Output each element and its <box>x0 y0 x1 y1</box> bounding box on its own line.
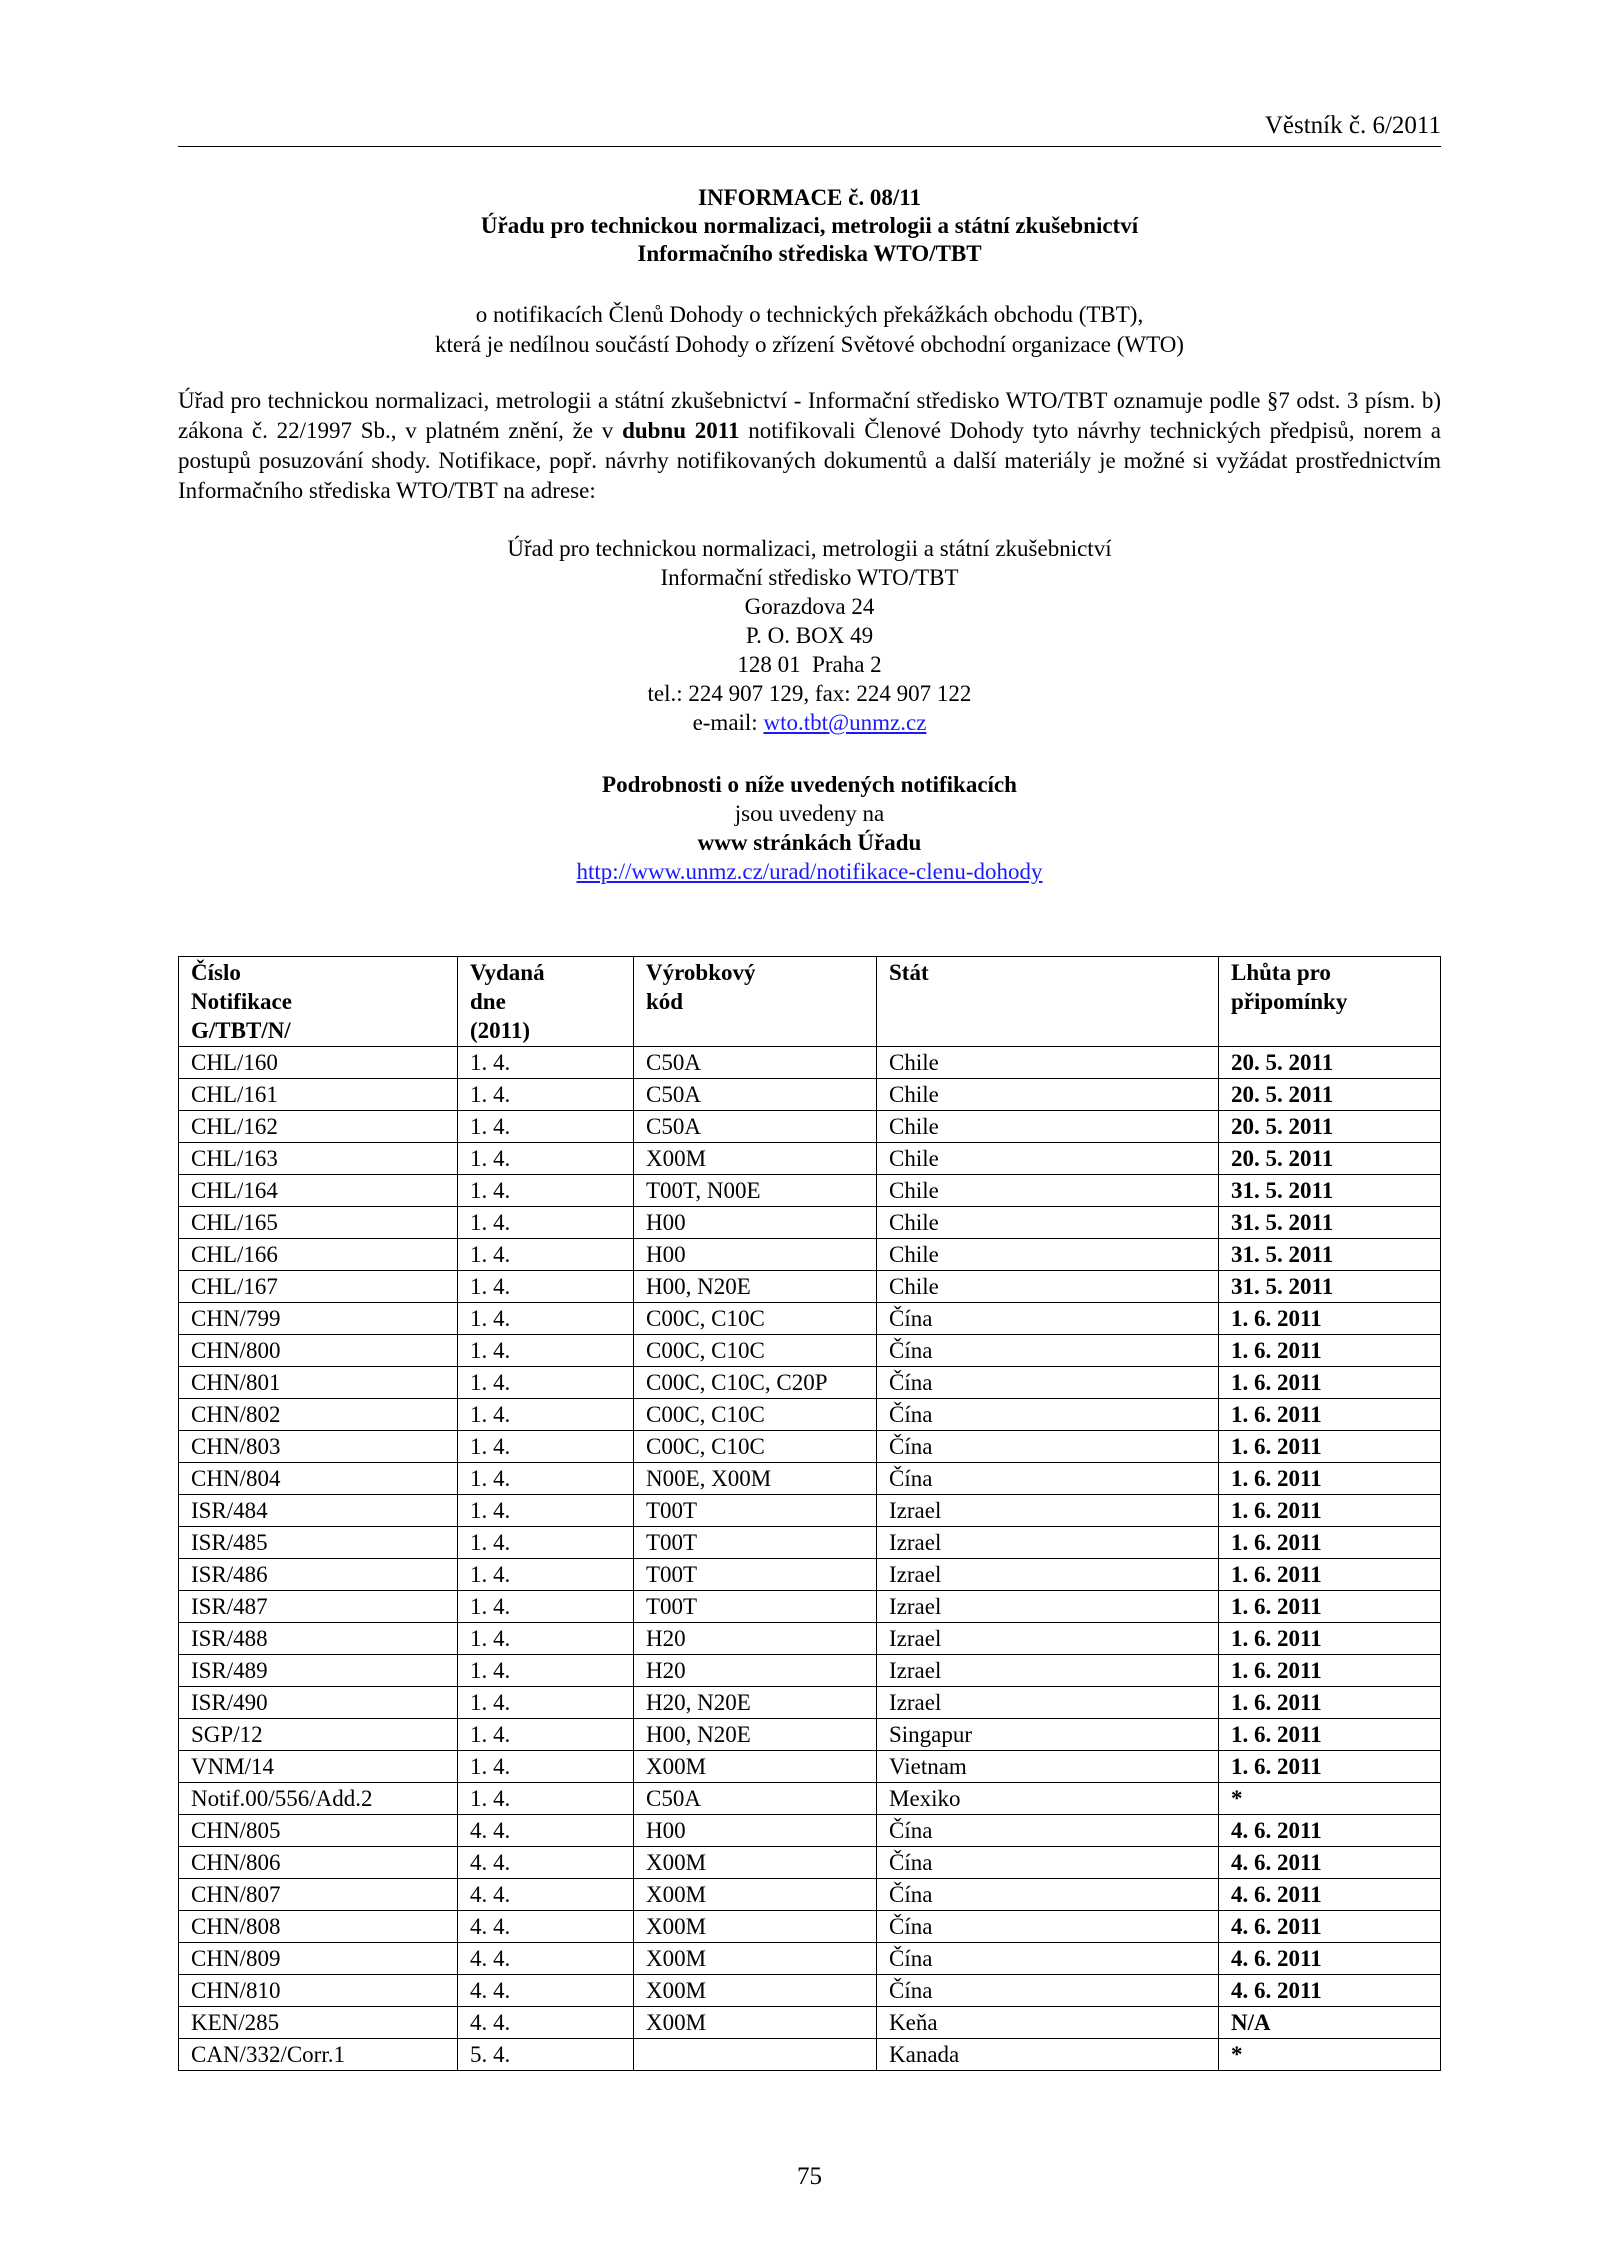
notification-number-cell: CHN/807 <box>179 1879 458 1911</box>
table-row <box>179 1207 1441 1239</box>
table-body <box>179 1047 1441 2071</box>
address-block <box>178 534 1441 737</box>
product-code-cell: H00 <box>634 1239 877 1271</box>
notification-number-header <box>179 957 458 1047</box>
country-header <box>877 957 1219 1047</box>
deadline-cell: 31. 5. 2011 <box>1219 1271 1441 1303</box>
deadline-cell: 1. 6. 2011 <box>1219 1655 1441 1687</box>
issue-date-cell: 1. 4. <box>458 1239 634 1271</box>
issue-date-cell: 4. 4. <box>458 1847 634 1879</box>
body-paragraph <box>178 386 1441 506</box>
issue-date-cell: 1. 4. <box>458 1271 634 1303</box>
table-row <box>179 1687 1441 1719</box>
header-line: Číslo <box>191 960 241 985</box>
intro-line: která je nedílnou součástí Dohody o zřízení Světové obchodní organizace (WTO) <box>435 332 1184 357</box>
product-code-cell: X00M <box>634 1975 877 2007</box>
table-row <box>179 1719 1441 1751</box>
issue-date-cell: 1. 4. <box>458 1111 634 1143</box>
table-row <box>179 1143 1441 1175</box>
table-row <box>179 1943 1441 1975</box>
issue-date-cell: 1. 4. <box>458 1463 634 1495</box>
table-row <box>179 1655 1441 1687</box>
email-label: e-mail: <box>692 710 764 735</box>
deadline-cell: 20. 5. 2011 <box>1219 1079 1441 1111</box>
header-line: dne <box>470 989 506 1014</box>
notification-number-cell: CHN/805 <box>179 1815 458 1847</box>
issue-date-cell: 1. 4. <box>458 1495 634 1527</box>
table-row <box>179 1367 1441 1399</box>
product-code-cell: X00M <box>634 1143 877 1175</box>
notification-number-cell: CHN/804 <box>179 1463 458 1495</box>
product-code-cell: H00 <box>634 1207 877 1239</box>
notification-number-cell: CHN/803 <box>179 1431 458 1463</box>
table-row <box>179 1559 1441 1591</box>
address-line: Úřad pro technickou normalizaci, metrologii a státní zkušebnictví <box>507 536 1112 561</box>
product-code-cell: T00T <box>634 1591 877 1623</box>
notification-number-cell: CHL/160 <box>179 1047 458 1079</box>
country-cell: Chile <box>877 1175 1219 1207</box>
product-code-cell: X00M <box>634 1751 877 1783</box>
product-code-cell: X00M <box>634 1943 877 1975</box>
country-cell: Chile <box>877 1271 1219 1303</box>
notification-number-cell: CHL/166 <box>179 1239 458 1271</box>
table-row <box>179 1783 1441 1815</box>
table-row <box>179 1847 1441 1879</box>
issue-date-cell: 1. 4. <box>458 1175 634 1207</box>
deadline-cell: 20. 5. 2011 <box>1219 1143 1441 1175</box>
product-code-cell: C00C, C10C, C20P <box>634 1367 877 1399</box>
title-block <box>178 184 1441 268</box>
notification-number-cell: CHN/802 <box>179 1399 458 1431</box>
product-code-cell: X00M <box>634 1911 877 1943</box>
deadline-cell: 1. 6. 2011 <box>1219 1591 1441 1623</box>
address-line: P. O. BOX 49 <box>745 623 874 648</box>
table-row <box>179 1623 1441 1655</box>
notification-number-cell: CHL/162 <box>179 1111 458 1143</box>
intro-line: o notifikacích Členů Dohody o technických překážkách obchodu (TBT), <box>475 302 1144 327</box>
issue-date-cell: 1. 4. <box>458 1751 634 1783</box>
country-cell: Chile <box>877 1207 1219 1239</box>
product-code-cell: T00T <box>634 1527 877 1559</box>
notification-number-cell: CHL/167 <box>179 1271 458 1303</box>
table-header <box>179 957 1441 1047</box>
issue-date-cell: 1. 4. <box>458 1591 634 1623</box>
notification-number-cell: CHN/800 <box>179 1335 458 1367</box>
document-title: INFORMACE č. 08/11 <box>698 185 921 210</box>
notification-number-cell: ISR/486 <box>179 1559 458 1591</box>
notification-number-cell: CHL/163 <box>179 1143 458 1175</box>
product-code-cell: C50A <box>634 1047 877 1079</box>
details-url-link[interactable]: http://www.unmz.cz/urad/notifikace-clenu-dohody <box>576 859 1043 884</box>
notification-number-cell: CHN/808 <box>179 1911 458 1943</box>
issue-date-cell: 4. 4. <box>458 2007 634 2039</box>
table-row <box>179 1175 1441 1207</box>
issue-date-cell: 1. 4. <box>458 1079 634 1111</box>
deadline-cell: * <box>1219 2039 1441 2071</box>
issuer-unit: Informačního střediska WTO/TBT <box>637 241 982 266</box>
deadline-cell: 1. 6. 2011 <box>1219 1623 1441 1655</box>
bulletin-issue: Věstník č. 6/2011 <box>1264 112 1441 139</box>
country-cell: Čína <box>877 1367 1219 1399</box>
deadline-cell: 31. 5. 2011 <box>1219 1175 1441 1207</box>
table-row <box>179 1111 1441 1143</box>
country-cell: Singapur <box>877 1719 1219 1751</box>
product-code-cell: C00C, C10C <box>634 1431 877 1463</box>
country-cell: Čína <box>877 1975 1219 2007</box>
product-code-cell: C50A <box>634 1079 877 1111</box>
header-line: Lhůta pro <box>1231 960 1331 985</box>
header-line: Stát <box>889 960 929 985</box>
notification-number-cell: ISR/484 <box>179 1495 458 1527</box>
country-cell: Čína <box>877 1911 1219 1943</box>
country-cell: Izrael <box>877 1655 1219 1687</box>
country-cell: Vietnam <box>877 1751 1219 1783</box>
country-cell: Izrael <box>877 1591 1219 1623</box>
country-cell: Izrael <box>877 1687 1219 1719</box>
product-code-cell: C00C, C10C <box>634 1335 877 1367</box>
notification-number-cell: CHN/806 <box>179 1847 458 1879</box>
product-code-cell: N00E, X00M <box>634 1463 877 1495</box>
details-heading: Podrobnosti o níže uvedených notifikacích <box>602 772 1017 797</box>
issue-date-cell: 4. 4. <box>458 1879 634 1911</box>
table-row <box>179 1975 1441 2007</box>
deadline-cell: 1. 6. 2011 <box>1219 1367 1441 1399</box>
issue-date-cell: 1. 4. <box>458 1687 634 1719</box>
deadline-cell: 4. 6. 2011 <box>1219 1815 1441 1847</box>
notification-number-cell: CHN/801 <box>179 1367 458 1399</box>
product-code-cell: T00T <box>634 1559 877 1591</box>
table-row <box>179 1911 1441 1943</box>
table-row <box>179 1815 1441 1847</box>
deadline-cell: 1. 6. 2011 <box>1219 1335 1441 1367</box>
country-cell: Chile <box>877 1079 1219 1111</box>
table-row <box>179 1399 1441 1431</box>
country-cell: Čína <box>877 1463 1219 1495</box>
country-cell: Chile <box>877 1143 1219 1175</box>
issue-date-cell: 5. 4. <box>458 2039 634 2071</box>
deadline-cell: 4. 6. 2011 <box>1219 1943 1441 1975</box>
issue-date-cell: 1. 4. <box>458 1399 634 1431</box>
deadline-cell: 20. 5. 2011 <box>1219 1047 1441 1079</box>
country-cell: Chile <box>877 1111 1219 1143</box>
notification-number-cell: CAN/332/Corr.1 <box>179 2039 458 2071</box>
issue-date-cell: 1. 4. <box>458 1655 634 1687</box>
table-row <box>179 1751 1441 1783</box>
notification-number-cell: ISR/488 <box>179 1623 458 1655</box>
email-line <box>178 708 1441 737</box>
country-cell: Izrael <box>877 1527 1219 1559</box>
product-code-cell: H20, N20E <box>634 1687 877 1719</box>
notification-number-cell: CHL/164 <box>179 1175 458 1207</box>
notification-number-cell: ISR/485 <box>179 1527 458 1559</box>
deadline-cell: 31. 5. 2011 <box>1219 1239 1441 1271</box>
notification-number-cell: ISR/490 <box>179 1687 458 1719</box>
issue-date-cell: 1. 4. <box>458 1207 634 1239</box>
country-cell: Chile <box>877 1239 1219 1271</box>
product-code-cell: H00, N20E <box>634 1271 877 1303</box>
issue-date-header <box>458 957 634 1047</box>
issue-date-cell: 4. 4. <box>458 1943 634 1975</box>
issue-date-cell: 4. 4. <box>458 1911 634 1943</box>
table-row <box>179 1079 1441 1111</box>
table-row <box>179 1431 1441 1463</box>
paragraph-text: notifikovali Členové Dohody tyto návrhy technických předpisů, norem a postupů posuzování shody. Notifikace, popř. návrhy notifikovaných dokumentů a další materiály je možné si vyžádat prostřednictvím Informačního střediska WTO/TBT na adrese: <box>178 418 1441 503</box>
table-row <box>179 1463 1441 1495</box>
details-line: jsou uvedeny na <box>734 801 885 826</box>
issue-date-cell: 4. 4. <box>458 1975 634 2007</box>
issue-date-cell: 1. 4. <box>458 1143 634 1175</box>
product-code-cell: X00M <box>634 1879 877 1911</box>
product-code-cell: H00 <box>634 1815 877 1847</box>
product-code-cell <box>634 2039 877 2071</box>
issue-date-cell: 1. 4. <box>458 1431 634 1463</box>
issue-date-cell: 1. 4. <box>458 1623 634 1655</box>
country-cell: Čína <box>877 1847 1219 1879</box>
deadline-cell: 4. 6. 2011 <box>1219 1911 1441 1943</box>
table-row <box>179 1271 1441 1303</box>
deadline-cell: 1. 6. 2011 <box>1219 1431 1441 1463</box>
details-heading: www stránkách Úřadu <box>697 830 922 855</box>
deadline-cell: 1. 6. 2011 <box>1219 1719 1441 1751</box>
page-number: 75 <box>797 2163 822 2190</box>
table-row <box>179 1495 1441 1527</box>
issue-date-cell: 1. 4. <box>458 1367 634 1399</box>
notification-number-cell: KEN/285 <box>179 2007 458 2039</box>
header-line: (2011) <box>470 1018 531 1043</box>
deadline-cell: 4. 6. 2011 <box>1219 1847 1441 1879</box>
notification-number-cell: CHN/810 <box>179 1975 458 2007</box>
country-cell: Keňa <box>877 2007 1219 2039</box>
table-header-row <box>179 957 1441 1047</box>
notification-number-cell: Notif.00/556/Add.2 <box>179 1783 458 1815</box>
country-cell: Izrael <box>877 1623 1219 1655</box>
table-row <box>179 2039 1441 2071</box>
address-line: Informační středisko WTO/TBT <box>660 565 959 590</box>
deadline-cell: 1. 6. 2011 <box>1219 1495 1441 1527</box>
country-cell: Čína <box>877 1943 1219 1975</box>
paragraph-month: dubnu 2011 <box>622 418 740 443</box>
table-row <box>179 1303 1441 1335</box>
country-cell: Izrael <box>877 1559 1219 1591</box>
country-cell: Chile <box>877 1047 1219 1079</box>
table-row <box>179 1335 1441 1367</box>
product-code-cell: X00M <box>634 2007 877 2039</box>
email-link[interactable]: wto.tbt@unmz.cz <box>763 710 927 735</box>
table-row <box>179 1239 1441 1271</box>
product-code-cell: T00T <box>634 1495 877 1527</box>
header-line: připomínky <box>1231 989 1348 1014</box>
product-code-cell: H00, N20E <box>634 1719 877 1751</box>
address-line: Gorazdova 24 <box>744 594 875 619</box>
issue-date-cell: 1. 4. <box>458 1527 634 1559</box>
product-code-cell: H20 <box>634 1655 877 1687</box>
issue-date-cell: 1. 4. <box>458 1335 634 1367</box>
deadline-cell: 1. 6. 2011 <box>1219 1527 1441 1559</box>
deadline-cell: 4. 6. 2011 <box>1219 1879 1441 1911</box>
issue-date-cell: 1. 4. <box>458 1303 634 1335</box>
notification-number-cell: CHL/161 <box>179 1079 458 1111</box>
product-code-cell: H20 <box>634 1623 877 1655</box>
issue-date-cell: 1. 4. <box>458 1783 634 1815</box>
details-block <box>178 770 1441 886</box>
deadline-cell: 1. 6. 2011 <box>1219 1399 1441 1431</box>
header-line: Notifikace <box>191 989 292 1014</box>
notification-number-cell: CHN/809 <box>179 1943 458 1975</box>
header-line: G/TBT/N/ <box>191 1018 291 1043</box>
issuer-name: Úřadu pro technickou normalizaci, metrologii a státní zkušebnictví <box>480 213 1139 238</box>
header-line: Výrobkový <box>646 960 756 985</box>
deadline-cell: 20. 5. 2011 <box>1219 1111 1441 1143</box>
table-row <box>179 1591 1441 1623</box>
deadline-cell: 31. 5. 2011 <box>1219 1207 1441 1239</box>
deadline-cell: 4. 6. 2011 <box>1219 1975 1441 2007</box>
address-line: tel.: 224 907 129, fax: 224 907 122 <box>647 681 972 706</box>
deadline-cell: 1. 6. 2011 <box>1219 1463 1441 1495</box>
notification-number-cell: CHN/799 <box>179 1303 458 1335</box>
notification-number-cell: VNM/14 <box>179 1751 458 1783</box>
table-row <box>179 1527 1441 1559</box>
table-row <box>179 1879 1441 1911</box>
deadline-cell: 1. 6. 2011 <box>1219 1303 1441 1335</box>
country-cell: Čína <box>877 1431 1219 1463</box>
product-code-cell: X00M <box>634 1847 877 1879</box>
product-code-cell: T00T, N00E <box>634 1175 877 1207</box>
header-line: kód <box>646 989 684 1014</box>
issue-date-cell: 1. 4. <box>458 1559 634 1591</box>
notification-number-cell: SGP/12 <box>179 1719 458 1751</box>
country-cell: Izrael <box>877 1495 1219 1527</box>
table-row <box>179 1047 1441 1079</box>
product-code-cell: C50A <box>634 1111 877 1143</box>
paragraph-text: Úřad pro technickou normalizaci, metrologii a státní zkušebnictví - Informační středisko WTO/TBT oznamuje podle §7 odst. 3 písm. b) zákona č. 22/1997 Sb., v platném znění, že v <box>178 388 1441 443</box>
product-code-cell: C00C, C10C <box>634 1303 877 1335</box>
issue-date-cell: 4. 4. <box>458 1815 634 1847</box>
deadline-cell: 1. 6. 2011 <box>1219 1751 1441 1783</box>
country-cell: Čína <box>877 1879 1219 1911</box>
notification-number-cell: CHL/165 <box>179 1207 458 1239</box>
address-line: 128 01 Praha 2 <box>737 652 882 677</box>
product-code-cell: C50A <box>634 1783 877 1815</box>
country-cell: Kanada <box>877 2039 1219 2071</box>
header-line: Vydaná <box>470 960 545 985</box>
country-cell: Čína <box>877 1815 1219 1847</box>
intro-block <box>178 300 1441 360</box>
deadline-cell: 1. 6. 2011 <box>1219 1559 1441 1591</box>
country-cell: Čína <box>877 1335 1219 1367</box>
country-cell: Mexiko <box>877 1783 1219 1815</box>
notification-number-cell: ISR/487 <box>179 1591 458 1623</box>
product-code-header <box>634 957 877 1047</box>
country-cell: Čína <box>877 1399 1219 1431</box>
country-cell: Čína <box>877 1303 1219 1335</box>
comment-deadline-header <box>1219 957 1441 1047</box>
deadline-cell: * <box>1219 1783 1441 1815</box>
issue-date-cell: 1. 4. <box>458 1047 634 1079</box>
deadline-cell: 1. 6. 2011 <box>1219 1687 1441 1719</box>
issue-date-cell: 1. 4. <box>458 1719 634 1751</box>
deadline-cell: N/A <box>1219 2007 1441 2039</box>
notification-number-cell: ISR/489 <box>179 1655 458 1687</box>
running-header <box>178 112 1441 147</box>
product-code-cell: C00C, C10C <box>634 1399 877 1431</box>
table-row <box>179 2007 1441 2039</box>
notification-table <box>178 956 1441 2071</box>
